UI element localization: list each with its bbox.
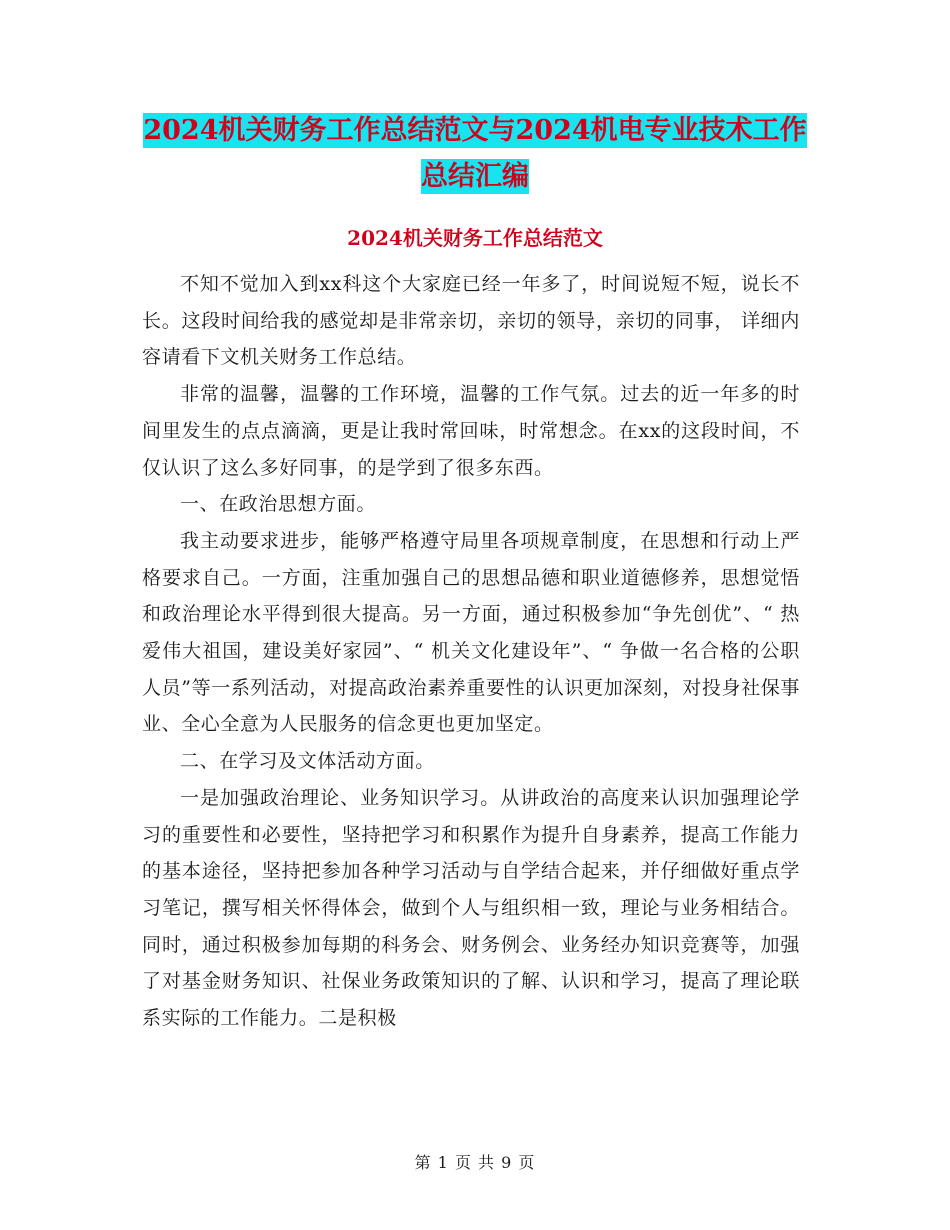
paragraph: 非常的温馨，温馨的工作环境，温馨的工作气氛。过去的近一年多的时间里发生的点点滴滴，更是让我时常回味，时常想念。在xx的这段时间，不仅认识了这么多好同事，的是学到了很多东西。 — [142, 383, 800, 479]
paragraph: 一、在政治思想方面。 — [180, 493, 377, 516]
document-body — [142, 266, 800, 1037]
title-line-1: 2024机关财务工作总结范文与2024机电专业技术工作 — [143, 115, 807, 146]
title-line-2: 总结汇编 — [421, 161, 529, 192]
paragraph: 我主动要求进步，能够严格遵守局里各项规章制度，在思想和行动上严格要求自己。一方面，注重加强自己的思想品德和职业道德修养，思想觉悟和政治理论水平得到很大提高。另一方面，通过积极参加“争先创优”、“ 热爱伟大祖国，建设美好家园”、“ 机关文化建设年”、“ 争做一名合格的公职人员”等一系列活动，对提高政治素养重要性的认识更加深刻，对投身社保事业、全心全意为人民服务的信念更也更加坚定。 — [142, 529, 800, 736]
section-title: 2024机关财务工作总结范文 — [347, 226, 603, 250]
page-footer: 第 1 页 共 9 页 — [414, 1153, 536, 1172]
paragraph: 不知不觉加入到xx科这个大家庭已经一年多了，时间说短不短，说长不长。这段时间给我的感觉却是非常亲切，亲切的领导，亲切的同事， 详细内容请看下文机关财务工作总结。 — [142, 273, 800, 369]
document-title — [0, 108, 950, 200]
paragraph: 二、在学习及文体活动方面。 — [180, 750, 435, 773]
paragraph: 一是加强政治理论、业务知识学习。从讲政治的高度来认识加强理论学习的重要性和必要性，坚持把学习和积累作为提升自身素养，提高工作能力的基本途径，坚持把参加各种学习活动与自学结合起来，并仔细做好重点学习笔记，撰写相关怀得体会，做到个人与组织相一致，理论与业务相结合。同时，通过积极参加每期的科务会、财务例会、业务经办知识竞赛等，加强了对基金财务知识、社保业务政策知识的了解、认识和学习，提高了理论联系实际的工作能力。二是积极 — [142, 786, 800, 1030]
